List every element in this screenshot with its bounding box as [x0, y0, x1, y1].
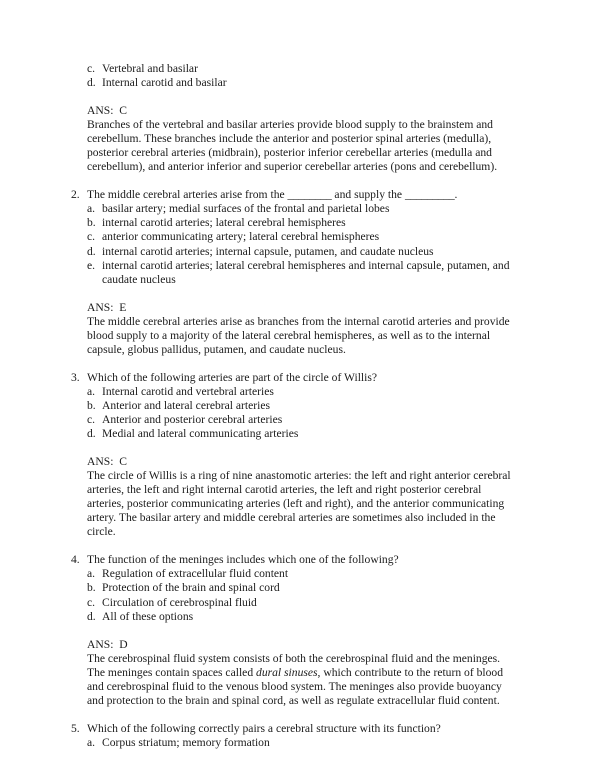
option-text: internal carotid arteries; internal capsule, putamen, and caudate nucleus: [102, 244, 434, 258]
stem-text-mid: and supply the: [331, 188, 405, 202]
option-text: internal carotid arteries; lateral cerebral hemispheres: [102, 216, 346, 230]
option-text: Corpus striatum; memory formation: [102, 735, 270, 749]
option-row[interactable]: [71, 736, 515, 750]
question-block-5: [71, 722, 515, 750]
stem-text-post: .: [454, 188, 458, 202]
option-list: [71, 736, 515, 750]
stem-text-pre: The middle cerebral arteries arise from the: [87, 188, 288, 202]
answer-block: [71, 455, 515, 539]
option-list: [71, 385, 515, 441]
option-letter: c.: [87, 412, 96, 426]
fill-blank-1: ________: [287, 188, 332, 202]
option-letter: b.: [87, 581, 96, 595]
option-text: Regulation of extracellular fluid content: [102, 567, 289, 581]
question-stem-row: [71, 188, 515, 202]
option-text: basilar artery; medial surfaces of the frontal and parietal lobes: [102, 202, 390, 216]
block-spacer: [71, 357, 515, 371]
answer-label: ANS: D: [87, 637, 128, 651]
option-text: internal carotid arteries; lateral cerebral hemispheres and internal capsule, putamen, and caudate nucleus: [102, 258, 510, 286]
explanation-italic-term: dural sinuses: [256, 665, 318, 679]
answer-label: ANS: C: [87, 104, 127, 118]
question-stem-row: [71, 722, 515, 736]
option-text: Vertebral and basilar: [102, 62, 198, 75]
option-text: Internal carotid and basilar: [102, 76, 227, 90]
block-spacer: [71, 708, 515, 722]
option-row[interactable]: [71, 245, 515, 259]
option-row[interactable]: [71, 567, 515, 581]
option-row[interactable]: [71, 216, 515, 230]
option-letter: c.: [87, 595, 96, 609]
option-list: [71, 62, 515, 90]
option-letter: d.: [87, 427, 96, 441]
answer-block: [71, 301, 515, 357]
block-spacer: [71, 174, 515, 188]
option-text: Circulation of cerebrospinal fluid: [102, 595, 257, 609]
option-letter: d.: [87, 609, 96, 623]
fill-blank-2: _________: [404, 188, 455, 202]
block-spacer: [71, 441, 515, 455]
question-number: 2.: [71, 188, 80, 202]
option-row[interactable]: [71, 596, 515, 610]
option-row[interactable]: [71, 399, 515, 413]
option-row[interactable]: [71, 76, 515, 90]
option-letter: a.: [87, 735, 96, 749]
option-text: Internal carotid and vertebral arteries: [102, 384, 274, 398]
block-spacer: [71, 287, 515, 301]
block-spacer: [71, 624, 515, 638]
answer-explanation: Branches of the vertebral and basilar arteries provide blood supply to the brainstem and cerebellum. These branches include the anterior and posterior spinal arteries (medulla), posterior cerebral arteries (midbrain), posterior inferior cerebellar arteries (medulla and cerebellum), and anterior inferior and superior cerebellar arteries (pons and cerebellum).: [87, 118, 498, 174]
option-row[interactable]: [71, 230, 515, 244]
option-row[interactable]: [71, 385, 515, 399]
option-list: [71, 567, 515, 623]
option-letter: a.: [87, 567, 96, 581]
question-number: 3.: [71, 370, 80, 384]
question-block-2: [71, 188, 515, 357]
option-row[interactable]: [71, 427, 515, 441]
option-row[interactable]: [71, 610, 515, 624]
option-letter: c.: [87, 230, 96, 244]
answer-block: [71, 104, 515, 174]
question-stem-row: [71, 553, 515, 567]
question-stem: [87, 188, 515, 202]
question-stem-row: [71, 371, 515, 385]
option-letter: a.: [87, 202, 96, 216]
answer-explanation: [87, 652, 515, 708]
option-text: All of these options: [102, 609, 194, 623]
option-letter: a.: [87, 384, 96, 398]
answer-label: ANS: E: [87, 300, 127, 314]
option-text: Protection of the brain and spinal cord: [102, 581, 280, 595]
option-letter: d.: [87, 244, 96, 258]
option-row[interactable]: [71, 62, 515, 76]
option-text: anterior communicating artery; lateral cerebral hemispheres: [102, 230, 380, 244]
answer-explanation: The circle of Willis is a ring of nine anastomotic arteries: the left and right anterior cerebral arteries, the left and right internal carotid arteries, the left and right posterior cerebral arteries, posterior communicating arteries (left and right), and the anterior communicating artery. The basilar artery and middle cerebral arteries are sometimes also included in the circle.: [87, 469, 511, 539]
answer-block: [71, 638, 515, 708]
option-row[interactable]: [71, 202, 515, 216]
option-row[interactable]: [71, 259, 515, 287]
option-letter: d.: [87, 76, 96, 90]
question-stem: Which of the following correctly pairs a cerebral structure with its function?: [87, 721, 441, 735]
option-row[interactable]: [71, 581, 515, 595]
question-stem: The function of the meninges includes which one of the following?: [87, 553, 399, 567]
page-content: [71, 62, 515, 750]
option-text: Anterior and posterior cerebral arteries: [102, 412, 283, 426]
option-letter: c.: [87, 62, 96, 75]
block-spacer: [71, 539, 515, 553]
answer-label: ANS: C: [87, 455, 127, 469]
block-spacer: [71, 90, 515, 104]
explanation-part-2: , which contribute to the return of blood and cerebrospinal fluid to the venous blood system. The meninges also provide buoyancy and protection to the brain and spinal cord, as well as regulate extracellular fluid content.: [87, 665, 504, 707]
option-letter: e.: [87, 258, 96, 272]
option-text: Anterior and lateral cerebral arteries: [102, 398, 271, 412]
question-block-3: [71, 371, 515, 540]
answer-explanation: The middle cerebral arteries arise as branches from the internal carotid arteries and provide blood supply to a majority of the lateral cerebral hemispheres, as well as to the internal capsule, globus pallidus, putamen, and caudate nucleus.: [87, 314, 510, 356]
option-list: [71, 202, 515, 286]
question-number: 4.: [71, 553, 80, 567]
option-text: Medial and lateral communicating arteries: [102, 427, 299, 441]
option-letter: b.: [87, 398, 96, 412]
explanation-part-1: The cerebrospinal fluid system consists of both the cerebrospinal fluid and the meninges. The meninges contain spaces called: [87, 651, 501, 679]
question-block-4: [71, 553, 515, 707]
question-block-carryover: [71, 62, 515, 174]
question-stem: Which of the following arteries are part of the circle of Willis?: [87, 370, 378, 384]
option-row[interactable]: [71, 413, 515, 427]
question-number: 5.: [71, 721, 80, 735]
option-letter: b.: [87, 216, 96, 230]
